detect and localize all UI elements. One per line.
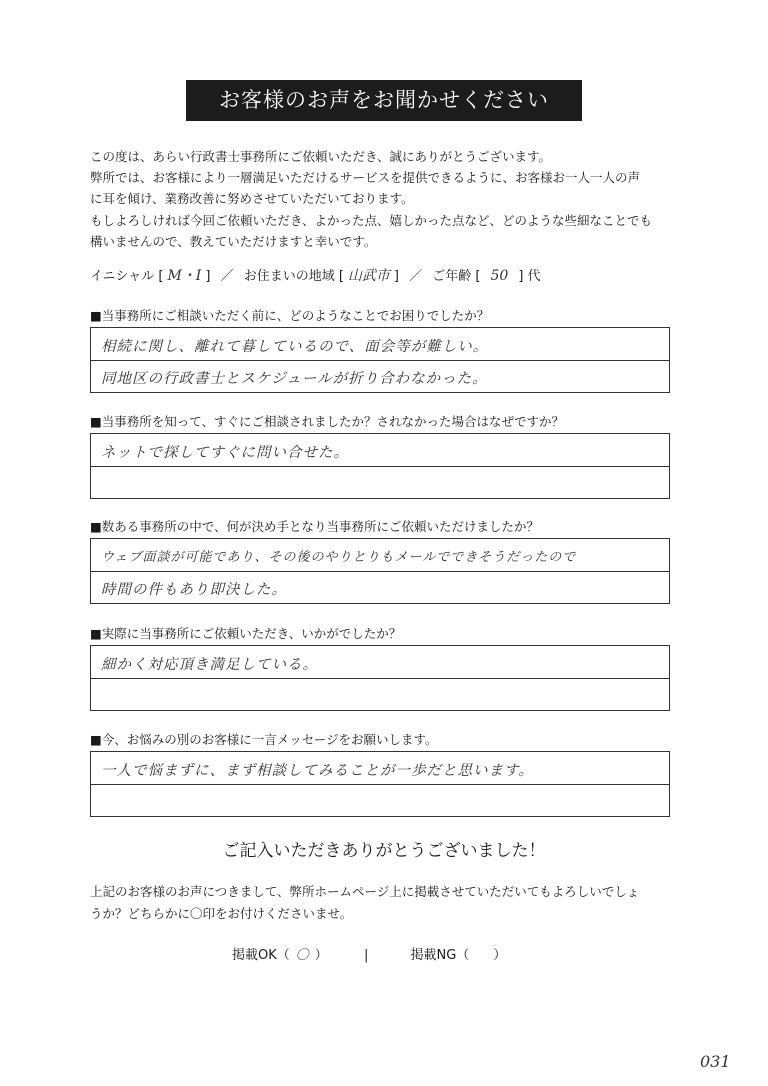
intro-line: この度は、あらい行政書士事務所にご依頼いただき、誠にありがとうございます。: [90, 149, 552, 164]
answer-line: 同地区の行政書士とスケジュールが折り合わなかった。: [101, 371, 488, 387]
choice-separator: |: [363, 948, 369, 963]
initial-close: ]: [205, 269, 211, 284]
permission-line: うか？どちらかに〇印をお付けくださいませ。: [90, 905, 353, 921]
answer-line: 時間の件もあり即決した。: [101, 582, 287, 598]
question-label: ■当事務所を知って、すぐにご相談されましたか？されなかった場合はなぜですか？: [90, 414, 565, 429]
answer-line: ウェブ面談が可能であり、その後のやりとりもメールでできそうだったので: [101, 550, 577, 565]
answer-box[interactable]: [90, 327, 670, 393]
publish-ng-label: 掲載NG（: [410, 948, 470, 963]
intro-line: 弊所では、お客様により一層満足いただけるサービスを提供できるように、お客様お一人一人の声: [90, 170, 641, 186]
age-close: ] 代: [518, 269, 541, 284]
answer-box[interactable]: [90, 645, 670, 711]
initial-label: イニシャル [: [90, 269, 164, 284]
publish-ok-label: 掲載OK（: [232, 948, 290, 963]
answer-divider: [91, 571, 669, 572]
question-label: ■数ある事務所の中で、何が決め手となり当事務所にご依頼いただけましたか？: [90, 519, 540, 534]
age-value[interactable]: 50: [490, 268, 509, 284]
answer-divider: [91, 360, 669, 361]
answer-box[interactable]: [90, 538, 670, 604]
page-number: 031: [700, 1052, 731, 1071]
permission-line: 上記のお客様のお声につきまして、弊所ホームページ上に掲載させていただいてもよろしいでしょ: [90, 884, 640, 899]
answer-line: ネットで探してすぐに問い合せた。: [101, 445, 349, 461]
thanks-message: ご記入いただきありがとうございました！: [222, 841, 546, 861]
intro-line: もしよろしければ今回ご依頼いただき、よかった点、嬉しかった点など、どのような些細なことでも: [90, 212, 653, 228]
answer-box[interactable]: [90, 433, 670, 499]
publish-ok-mark: 〇: [295, 948, 309, 963]
intro-text: [90, 146, 690, 252]
answer-box[interactable]: [90, 751, 670, 817]
publish-ok-option[interactable]: [232, 948, 328, 963]
publish-ng-option[interactable]: [410, 948, 506, 963]
question-label: ■当事務所にご相談いただく前に、どのようなことでお困りでしたか？: [90, 308, 490, 323]
intro-line: 構いませんので、教えていただけますと幸いです。: [90, 233, 377, 249]
region-close: ]: [393, 269, 399, 284]
question-label: ■今、お悩みの別のお客様に一言メッセージをお願いします。: [90, 732, 438, 747]
question-label: ■実際に当事務所にご依頼いただき、いかがでしたか？: [90, 626, 402, 641]
answer-divider: [91, 466, 669, 467]
publish-ok-close: ）: [314, 948, 328, 963]
answer-divider: [91, 678, 669, 679]
answer-line: 細かく対応頂き満足している。: [101, 657, 318, 673]
region-label: お住まいの地域 [: [243, 269, 344, 284]
customer-profile-row: [90, 265, 541, 285]
region-value[interactable]: 山武市: [347, 268, 390, 284]
profile-separator: ／: [220, 269, 234, 284]
publish-ng-mark: [469, 948, 493, 963]
permission-text: [90, 881, 690, 924]
publish-choice-row: [232, 944, 506, 963]
answer-line: 一人で悩まずに、まず相談してみることが一歩だと思います。: [101, 763, 534, 779]
age-label: ご年齢 [: [432, 269, 481, 284]
page-title: お客様のお声をお聞かせください: [186, 80, 582, 121]
answer-divider: [91, 784, 669, 785]
publish-ng-close: ）: [493, 948, 507, 963]
intro-line: に耳を傾け、業務改善に努めさせていただいております。: [90, 191, 414, 207]
profile-separator: ／: [409, 269, 423, 284]
initial-value[interactable]: M・I: [167, 268, 202, 284]
answer-line: 相続に関し、離れて暮しているので、面会等が難しい。: [101, 339, 489, 355]
